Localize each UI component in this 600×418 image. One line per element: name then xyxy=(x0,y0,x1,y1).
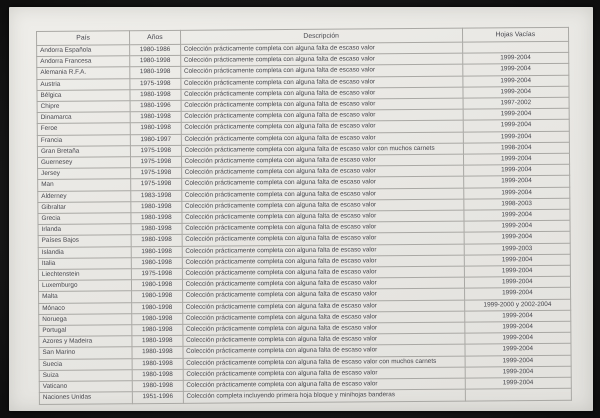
cell-pais: Austria xyxy=(37,78,130,90)
cell-hojas-vacias: 1999-2004 xyxy=(462,64,568,76)
cell-anos: 1980-1998 xyxy=(131,246,182,258)
cell-pais: Portugal xyxy=(39,325,132,337)
cell-anos: 1980-1998 xyxy=(131,201,182,213)
stamp-collections-table xyxy=(36,27,572,405)
column-header-hojas-vacias: Hojas Vacías xyxy=(462,27,569,42)
cell-descripcion: Colección prácticamente completa con alguna falta de escaso valor xyxy=(181,188,463,201)
cell-pais: Alemania R.F.A. xyxy=(37,67,130,79)
cell-hojas-vacias: 1999-2004 xyxy=(463,120,569,132)
cell-descripcion: Colección prácticamente completa con alguna falta de escaso valor con muchos carnets xyxy=(183,356,465,369)
cell-anos: 1975-1998 xyxy=(131,268,182,280)
cell-pais: Gibraltar xyxy=(38,202,131,214)
cell-pais: Mónaco xyxy=(39,302,132,314)
cell-pais: Vaticano xyxy=(39,381,132,393)
cell-anos: 1980-1998 xyxy=(131,212,182,224)
cell-pais: Bélgica xyxy=(37,90,130,102)
cell-descripcion: Colección prácticamente completa con alguna falta de escaso valor xyxy=(183,345,465,358)
cell-pais: Dinamarca xyxy=(37,112,130,124)
column-header-descripcion: Descripción xyxy=(180,28,462,44)
cell-descripcion: Colección prácticamente completa con alguna falta de escaso valor xyxy=(181,87,463,100)
cell-anos: 1980-1998 xyxy=(132,313,183,325)
cell-anos: 1980-1998 xyxy=(132,280,183,292)
cell-anos: 1980-1998 xyxy=(131,224,182,236)
cell-hojas-vacias: 1998-2003 xyxy=(463,198,569,210)
cell-pais: Países Bajos xyxy=(38,235,131,247)
cell-hojas-vacias: 1999-2004 xyxy=(463,176,569,188)
cell-anos: 1980-1998 xyxy=(132,291,183,303)
cell-anos: 1975-1998 xyxy=(131,156,182,168)
cell-hojas-vacias: 1999-2004 xyxy=(465,366,571,378)
cell-pais: Noruega xyxy=(39,314,132,326)
column-header-anos: Años xyxy=(130,30,181,44)
cell-anos: 1975-1998 xyxy=(131,168,182,180)
cell-anos: 1980-1998 xyxy=(131,257,182,269)
cell-anos: 1980-1998 xyxy=(130,67,181,79)
cell-anos: 1980-1998 xyxy=(132,369,183,381)
cell-pais: Andorra Española xyxy=(37,45,130,57)
cell-descripcion: Colección prácticamente completa con alguna falta de escaso valor xyxy=(181,154,463,167)
cell-descripcion: Colección prácticamente completa con alguna falta de escaso valor xyxy=(182,311,464,324)
cell-descripcion: Colección prácticamente completa con alguna falta de escaso valor xyxy=(181,199,463,212)
cell-hojas-vacias: 1999-2004 xyxy=(464,333,570,345)
cell-anos: 1951-1996 xyxy=(132,392,183,404)
cell-hojas-vacias: 1999-2004 xyxy=(464,209,570,221)
cell-descripcion: Colección prácticamente completa con alguna falta de escaso valor xyxy=(182,322,464,335)
cell-descripcion: Colección prácticamente completa con alguna falta de escaso valor xyxy=(180,65,462,78)
cell-pais: Italia xyxy=(38,258,131,270)
cell-pais: Andorra Francesa xyxy=(37,56,130,68)
cell-hojas-vacias: 1999-2004 xyxy=(462,75,568,87)
cell-anos: 1980-1998 xyxy=(132,336,183,348)
cell-descripcion: Colección prácticamente completa con alguna falta de escaso valor xyxy=(183,378,465,391)
cell-pais: Jersey xyxy=(38,168,131,180)
cell-descripcion: Colección prácticamente completa con alguna falta de escaso valor xyxy=(180,76,462,89)
cell-descripcion: Colección prácticamente completa con alguna falta de escaso valor xyxy=(182,289,464,302)
cell-hojas-vacias xyxy=(462,41,568,53)
document-page xyxy=(9,7,593,411)
cell-pais: Liechtenstein xyxy=(38,269,131,281)
cell-anos: 1980-1998 xyxy=(130,112,181,124)
cell-hojas-vacias: 1999-2004 xyxy=(463,153,569,165)
cell-descripcion: Colección prácticamente completa con alguna falta de escaso valor xyxy=(181,109,463,122)
cell-anos: 1975-1998 xyxy=(130,78,181,90)
cell-hojas-vacias: 1999-2004 xyxy=(463,109,569,121)
cell-descripcion: Colección prácticamente completa con alguna falta de escaso valor con muchos carnets xyxy=(181,143,463,156)
cell-pais: Naciones Unidas xyxy=(39,392,132,404)
cell-anos: 1975-1998 xyxy=(130,145,181,157)
cell-anos: 1980-1998 xyxy=(132,380,183,392)
cell-anos: 1980-1998 xyxy=(132,347,183,359)
cell-pais: Grecia xyxy=(38,213,131,225)
cell-descripcion: Colección prácticamente completa con alguna falta de escaso valor xyxy=(181,165,463,178)
cell-hojas-vacias: 1999-2004 xyxy=(463,187,569,199)
cell-hojas-vacias: 1999-2003 xyxy=(464,243,570,255)
cell-pais: Guernesey xyxy=(37,157,130,169)
cell-hojas-vacias xyxy=(465,389,571,401)
cell-anos: 1980-1986 xyxy=(130,44,181,56)
cell-anos: 1983-1998 xyxy=(131,190,182,202)
cell-descripcion: Colección completa incluyendo primera hoja bloque y minihojas banderas xyxy=(183,389,465,402)
cell-pais: Suiza xyxy=(39,370,132,382)
cell-pais: Irlanda xyxy=(38,224,131,236)
cell-descripcion: Colección prácticamente completa con alguna falta de escaso valor xyxy=(181,132,463,145)
cell-pais: Feroe xyxy=(37,123,130,135)
cell-descripcion: Colección prácticamente completa con alguna falta de escaso valor xyxy=(180,42,462,55)
cell-descripcion: Colección prácticamente completa con alguna falta de escaso valor xyxy=(182,277,464,290)
cell-pais: Gran Bretaña xyxy=(37,146,130,158)
cell-hojas-vacias: 1999-2004 xyxy=(464,277,570,289)
cell-hojas-vacias: 1999-2004 xyxy=(462,53,568,65)
cell-hojas-vacias: 1999-2004 xyxy=(464,265,570,277)
cell-descripcion: Colección prácticamente completa con alguna falta de escaso valor xyxy=(182,255,464,268)
cell-descripcion: Colección prácticamente completa con alguna falta de escaso valor xyxy=(182,266,464,279)
cell-hojas-vacias: 1999-2004 xyxy=(463,165,569,177)
cell-pais: Chipre xyxy=(37,101,130,113)
cell-descripcion: Colección prácticamente completa con alguna falta de escaso valor xyxy=(182,210,464,223)
column-header-pais: País xyxy=(37,31,130,46)
cell-hojas-vacias: 1999-2004 xyxy=(465,377,571,389)
cell-hojas-vacias: 1999-2004 xyxy=(464,310,570,322)
cell-anos: 1975-1998 xyxy=(131,179,182,191)
cell-anos: 1980-1998 xyxy=(130,123,181,135)
cell-anos: 1980-1998 xyxy=(132,358,183,370)
table-body xyxy=(37,41,572,404)
cell-descripcion: Colección prácticamente completa con alguna falta de escaso valor xyxy=(181,98,463,111)
cell-hojas-vacias: 1999-2004 xyxy=(465,344,571,356)
cell-anos: 1980-1998 xyxy=(130,56,181,68)
cell-descripcion: Colección prácticamente completa con alguna falta de escaso valor xyxy=(181,177,463,190)
cell-descripcion: Colección prácticamente completa con alguna falta de escaso valor xyxy=(183,333,465,346)
cell-pais: Alderney xyxy=(38,190,131,202)
cell-pais: Man xyxy=(38,179,131,191)
cell-hojas-vacias: 1999-2004 xyxy=(465,355,571,367)
cell-pais: Islandia xyxy=(38,246,131,258)
cell-descripcion: Colección prácticamente completa con alguna falta de escaso valor xyxy=(182,244,464,257)
cell-hojas-vacias: 1999-2004 xyxy=(463,131,569,143)
cell-pais: San Marino xyxy=(39,347,132,359)
cell-hojas-vacias: 1999-2004 xyxy=(464,288,570,300)
cell-descripcion: Colección prácticamente completa con alguna falta de escaso valor xyxy=(183,367,465,380)
cell-descripcion: Colección prácticamente completa con alguna falta de escaso valor xyxy=(181,121,463,134)
cell-hojas-vacias: 1999-2000 y 2002-2004 xyxy=(464,299,570,311)
cell-anos: 1980-1996 xyxy=(130,100,181,112)
cell-pais: Suecia xyxy=(39,358,132,370)
cell-hojas-vacias: 1999-2004 xyxy=(464,221,570,233)
cell-pais: Malta xyxy=(39,291,132,303)
cell-pais: Luxemburgo xyxy=(38,280,131,292)
cell-descripcion: Colección prácticamente completa con alguna falta de escaso valor xyxy=(180,53,462,66)
cell-pais: Francia xyxy=(37,134,130,146)
cell-hojas-vacias: 1999-2004 xyxy=(463,86,569,98)
cell-anos: 1980-1998 xyxy=(131,235,182,247)
cell-hojas-vacias: 1998-2004 xyxy=(463,142,569,154)
cell-descripcion: Colección prácticamente completa con alguna falta de escaso valor xyxy=(182,300,464,313)
cell-hojas-vacias: 1999-2004 xyxy=(464,321,570,333)
cell-hojas-vacias: 1997-2002 xyxy=(463,97,569,109)
cell-anos: 1980-1997 xyxy=(130,134,181,146)
cell-anos: 1980-1998 xyxy=(132,302,183,314)
cell-hojas-vacias: 1999-2004 xyxy=(464,232,570,244)
cell-descripcion: Colección prácticamente completa con alguna falta de escaso valor xyxy=(182,233,464,246)
cell-hojas-vacias: 1999-2004 xyxy=(464,254,570,266)
cell-anos: 1980-1998 xyxy=(130,89,181,101)
cell-pais: Azores y Madeira xyxy=(39,336,132,348)
cell-descripcion: Colección prácticamente completa con alguna falta de escaso valor xyxy=(182,221,464,234)
cell-anos: 1980-1998 xyxy=(132,324,183,336)
